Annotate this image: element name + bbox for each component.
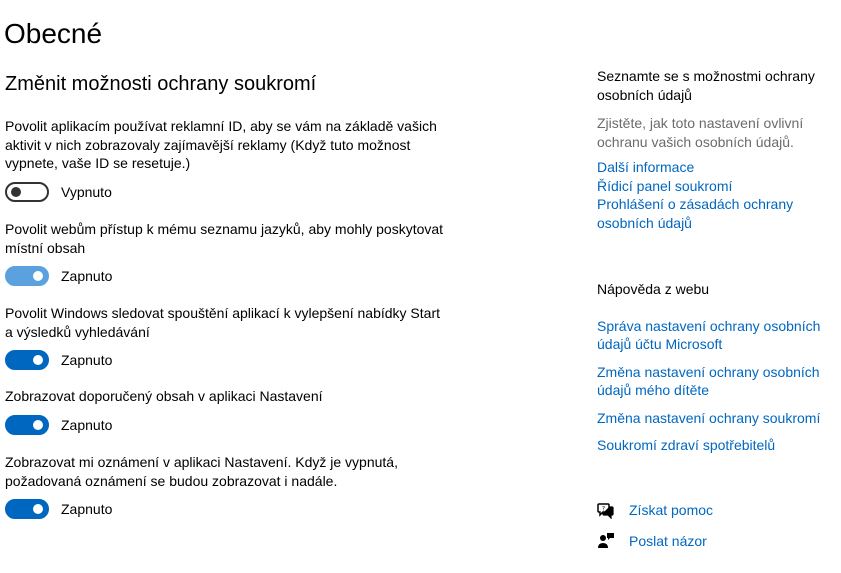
toggle-row [5,181,445,203]
language-list-toggle[interactable] [5,266,49,286]
toggle-state-label: Zapnuto [61,268,113,284]
child-privacy-link[interactable]: Změna nastavení ochrany osobních údajů mého dítěte [597,363,820,398]
option-description: Povolit webům přístup k mému seznamu jazyků, aby mohly poskytovat místní obsah [5,221,444,256]
page-title: Obecné [4,18,103,49]
toggle-row [5,349,445,371]
web-help-heading: Nápověda z webu [597,281,710,297]
help-chat-icon [597,501,615,519]
web-help-panel [597,280,827,455]
option-suggested-content [5,387,445,436]
suggested-content-toggle[interactable] [5,415,49,435]
toggle-state-label: Zapnuto [61,501,113,517]
consumer-health-privacy-link[interactable]: Soukromí zdraví spotřebitelů [597,437,776,453]
privacy-links [597,158,827,232]
toggle-knob [33,271,43,281]
change-privacy-settings-link[interactable]: Změna nastavení ochrany soukromí [597,409,821,426]
toggle-knob [33,355,43,365]
option-settings-notifications [5,453,445,520]
toggle-state-label: Vypnuto [61,183,112,200]
option-description: Zobrazovat mi oznámení v aplikaci Nastavení. Když je vypnutá, požadovaná oznámení se budou zobrazovat i nadále. [5,454,398,489]
send-feedback-action[interactable] [597,531,707,551]
option-description: Povolit aplikacím používat reklamní ID, aby se vám na základě vašich aktivit v nich zobrazovaly zajímavější reklamy (Když tuto možnost vypnete, vaše ID se resetuje.) [5,118,437,171]
toggle-state-label: Zapnuto [61,352,113,368]
section-title: Změnit možnosti ochrany soukromí [5,73,317,95]
svg-text:?: ? [601,505,606,513]
toggle-knob [11,187,21,197]
option-advertising-id [5,117,445,203]
send-feedback-link[interactable]: Poslat názor [629,532,707,549]
privacy-info-text: Zjistěte, jak toto nastavení ovlivní ochranu vašich osobních údajů. [597,115,804,150]
app-launch-tracking-toggle[interactable] [5,350,49,370]
option-app-launch-tracking [5,304,445,371]
toggle-row [5,265,445,287]
toggle-row [5,414,445,436]
option-description: Povolit Windows sledovat spouštění aplikací k vylepšení nabídky Start a výsledků vyhledávání [5,305,440,340]
toggle-knob [33,504,43,514]
option-description: Zobrazovat doporučený obsah v aplikaci Nastavení [5,388,323,404]
privacy-dashboard-link[interactable]: Řídicí panel soukromí [597,177,733,194]
privacy-info-heading: Seznamte se s možnostmi ochrany osobních údajů [597,68,815,103]
get-help-link[interactable]: Získat pomoc [629,501,714,518]
get-help-action[interactable] [597,500,713,520]
advertising-id-toggle[interactable] [5,182,49,202]
feedback-icon [597,532,615,550]
settings-notifications-toggle[interactable] [5,499,49,519]
manage-account-privacy-link[interactable]: Správa nastavení ochrany osobních údajů účtu Microsoft [597,317,821,352]
toggle-row [5,498,445,520]
toggle-state-label: Zapnuto [61,416,113,433]
option-language-list [5,220,445,287]
more-info-link[interactable]: Další informace [597,159,695,175]
privacy-statement-link[interactable]: Prohlášení o zásadách ochrany osobních údajů [597,196,794,231]
privacy-info-panel [597,67,827,232]
toggle-knob [33,420,43,430]
